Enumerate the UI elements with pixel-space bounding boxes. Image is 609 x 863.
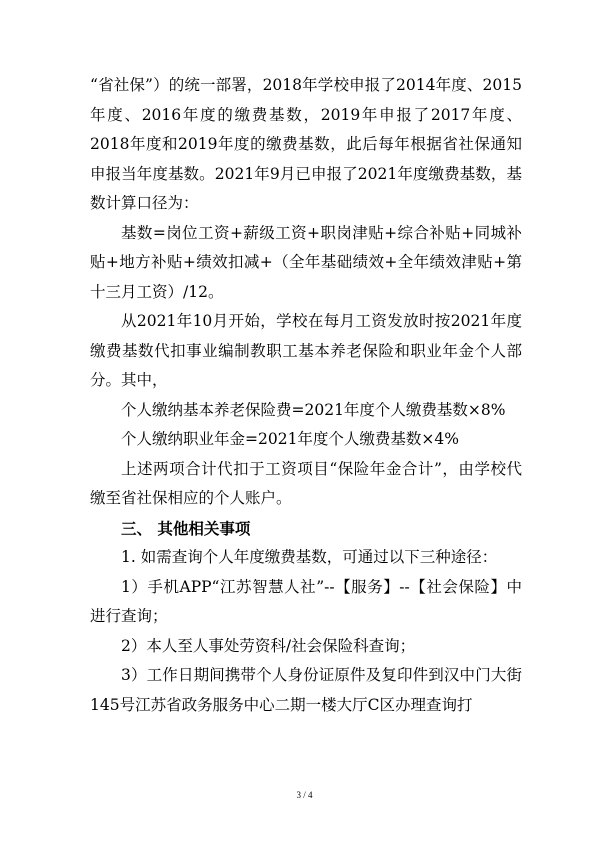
paragraph-7: 1. 如需查询个人年度缴费基数，可通过以下三种途径： xyxy=(121,548,498,566)
document-body xyxy=(90,71,522,720)
paragraph-5: 个人缴纳职业年金=2021年度个人缴费基数×4% xyxy=(121,430,460,448)
paragraph-10: 3）工作日期间携带个人身份证原件及复印件到汉中门大街145号江苏省政务服务中心二期一楼大厅C区办理查询打 xyxy=(90,666,522,714)
paragraph-1: “省社保”）的统一部署，2018年学校申报了2014年度、2015年度、2016年度的缴费基数，2019年申报了2017年度、2018年度和2019年度的缴费基数，此后每年根据省社保通知申报当年度基数。2021年9月已申报了2021年度缴费基数，基数计算口径为： xyxy=(90,76,522,212)
paragraph-8: 1）手机APP“江苏智慧人社”--【服务】--【社会保险】中进行查询； xyxy=(90,577,522,625)
paragraph-6: 上述两项合计代扣于工资项目“保险年金合计”，由学校代缴至省社保相应的个人账户。 xyxy=(90,459,522,507)
paragraph-2: 基数=岗位工资+薪级工资+职岗津贴+综合补贴+同城补贴+地方补贴+绩效扣减+（全年基础绩效+全年绩效津贴+第十三月工资）/12。 xyxy=(90,223,522,301)
page-number: 3 / 4 xyxy=(296,790,313,800)
section-heading: 三、 其他相关事项 xyxy=(121,518,251,538)
paragraph-9: 2）本人至人事处劳资科/社会保险科查询； xyxy=(121,636,416,655)
paragraph-4: 个人缴纳基本养老保险费=2021年度个人缴费基数×8% xyxy=(121,400,506,419)
paragraph-3: 从2021年10月开始，学校在每月工资发放时按2021年度缴费基数代扣事业编制教职工基本养老保险和职业年金个人部分。其中， xyxy=(90,312,522,389)
